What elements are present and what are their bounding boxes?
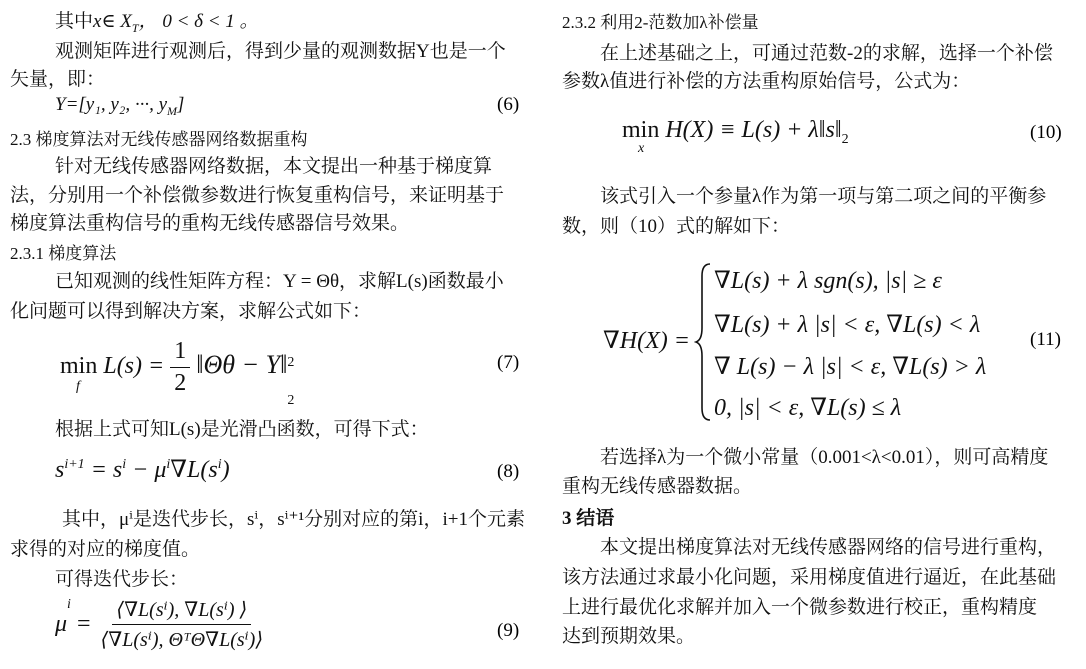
para5-line2: 求得的对应的梯度值。: [10, 539, 201, 560]
eq8-sup4: i: [217, 457, 222, 472]
condition-sub: T: [131, 20, 139, 35]
eq7-denominator: 2: [174, 370, 187, 396]
para2-line3: 梯度算法重构信号的重构无线传感器信号效果。: [10, 213, 410, 234]
eq6-body: Y=[y₁, y₂, ···, y: [55, 94, 168, 115]
r-para3-line1: 若选择λ为一个微小常量（0.001<λ<0.01），则可高精度: [600, 447, 1049, 468]
r-para2-line2: 数，则（10）式的解如下：: [562, 216, 791, 237]
eq7-sub2: 2: [287, 393, 295, 409]
r-para4-line4: 达到预期效果。: [562, 626, 696, 647]
condition-prefix: 其中: [55, 11, 94, 32]
eq7-norm: ‖Θθ − Y‖: [196, 350, 288, 380]
eq8-sup2: i: [122, 457, 127, 472]
section-2-3-1-heading: 2.3.1 梯度算法: [10, 244, 117, 263]
para5-line1: 其中，μⁱ是迭代步长，sⁱ，sⁱ⁺¹分别对应的第i，i+1个元素: [62, 509, 525, 530]
eq7-number: (7): [497, 352, 520, 373]
eq8-sup3: i: [166, 457, 171, 472]
eq6-number: (6): [497, 94, 520, 115]
eq8-rest: − μ: [126, 457, 167, 483]
eq11-number: (11): [1030, 329, 1061, 350]
eq8-tail: ∇L(s: [170, 457, 218, 483]
eq10-min: min: [622, 117, 660, 143]
eq7-fraction: [170, 338, 190, 397]
section-2-3-heading: 2.3 梯度算法对无线传感器网络数据重构: [10, 130, 308, 149]
r-para4-line3: 上进行最优化求解并加入一个微参数进行校正，重构精度: [562, 597, 1038, 618]
eq11-case-2: ∇L(s) + λ |s| < ε, ∇L(s) < λ: [714, 312, 981, 338]
equation-10: [622, 117, 849, 156]
eq9-lhs: μ: [55, 611, 68, 637]
eq11-lhs: ∇H(X) =: [603, 328, 690, 354]
eq11-brace: [694, 262, 712, 422]
equation-6: [55, 94, 184, 119]
eq7-lhs: L(s) =: [103, 353, 165, 380]
eq11-case-3: ∇ L(s) − λ |s| < ε, ∇L(s) > λ: [714, 354, 987, 380]
para6: 可得迭代步长：: [55, 569, 189, 590]
eq10-min-sub: x: [638, 141, 645, 156]
para1-line2: 矢量，即：: [10, 69, 106, 90]
section-2-3-2-heading: 2.3.2 利用2-范数加λ补偿量: [562, 13, 759, 32]
r-para4-line2: 该方法通过求最小化问题，采用梯度值进行逼近，在此基础: [562, 567, 1057, 588]
condition-math: x∈ X: [93, 11, 132, 32]
eq9-numerator: ⟨∇L(sⁱ), ∇L(sⁱ) ⟩: [112, 597, 251, 625]
section-3-heading: 3 结语: [562, 508, 615, 529]
r-para1-line1: 在上述基础之上，可通过范数-2的求解，选择一个补偿: [600, 43, 1053, 64]
para3-line1: 已知观测的线性矩阵方程：Y = Θθ，求解L(s)函数最小: [55, 271, 504, 292]
eq10-body: H(X) ≡ L(s) + λ‖s‖: [665, 117, 842, 143]
eq7-numerator: 1: [170, 338, 190, 368]
eq9-fraction: [96, 597, 267, 652]
eq9-denominator: ⟨∇L(sⁱ), ΘᵀΘ∇L(sⁱ)⟩: [100, 629, 264, 651]
para3-line2: 化问题可以得到解决方案，求解公式如下：: [10, 301, 372, 322]
eq8-sup1: i+1: [64, 457, 85, 472]
condition-tail: ， 0 < δ < 1 。: [138, 11, 259, 32]
eq7-min-sub: f: [76, 379, 80, 395]
r-para1-line2: 参数λ值进行补偿的方法重构原始信号，公式为：: [562, 71, 971, 92]
eq9-sup: i: [67, 597, 71, 613]
eq8-end: ): [221, 457, 230, 483]
eq11-case-4: 0, |s| < ε, ∇L(s) ≤ λ: [714, 395, 902, 421]
equation-7: [60, 338, 297, 409]
para4: 根据上式可知L(s)是光滑凸函数，可得下式：: [55, 419, 429, 440]
r-para3-line2: 重构无线传感器数据。: [562, 476, 753, 497]
eq11-case-1: ∇L(s) + λ sgn(s), |s| ≥ ε: [714, 268, 942, 294]
para2-line1: 针对无线传感器网络数据，本文提出一种基于梯度算: [55, 156, 493, 177]
eq8-number: (8): [497, 461, 520, 482]
r-para2-line1: 该式引入一个参量λ作为第一项与第二项之间的平衡参: [600, 186, 1047, 207]
eq8-mid: = s: [84, 457, 123, 483]
r-para4-line1: 本文提出梯度算法对无线传感器网络的信号进行重构，: [600, 537, 1057, 558]
eq10-number: (10): [1030, 122, 1062, 143]
eq6-end: ]: [177, 94, 185, 115]
para1-line1: 观测矩阵进行观测后，得到少量的观测数据Y也是一个: [55, 41, 506, 62]
eq6-sub: M: [167, 103, 178, 118]
equation-8: [55, 455, 230, 484]
eq10-sub2: 2: [841, 131, 849, 147]
eq7-sup: 2: [287, 355, 295, 371]
equation-9: $\mu^i$ = $\frac{\text{⟨∇L(sⁱ), ∇L(sⁱ) ⟩}}{\text{⟨∇L(sⁱ), ΘᵀΘ∇L(sⁱ)⟩}}$: [55, 597, 267, 652]
eq9-number: (9): [497, 620, 520, 641]
eq8-s: s: [55, 457, 65, 483]
condition-line: [55, 6, 259, 36]
para2-line2: 法，分别用一个补偿微参数进行恢复重构信号，来证明基于: [10, 185, 505, 206]
eq7-min: min: [60, 353, 98, 380]
